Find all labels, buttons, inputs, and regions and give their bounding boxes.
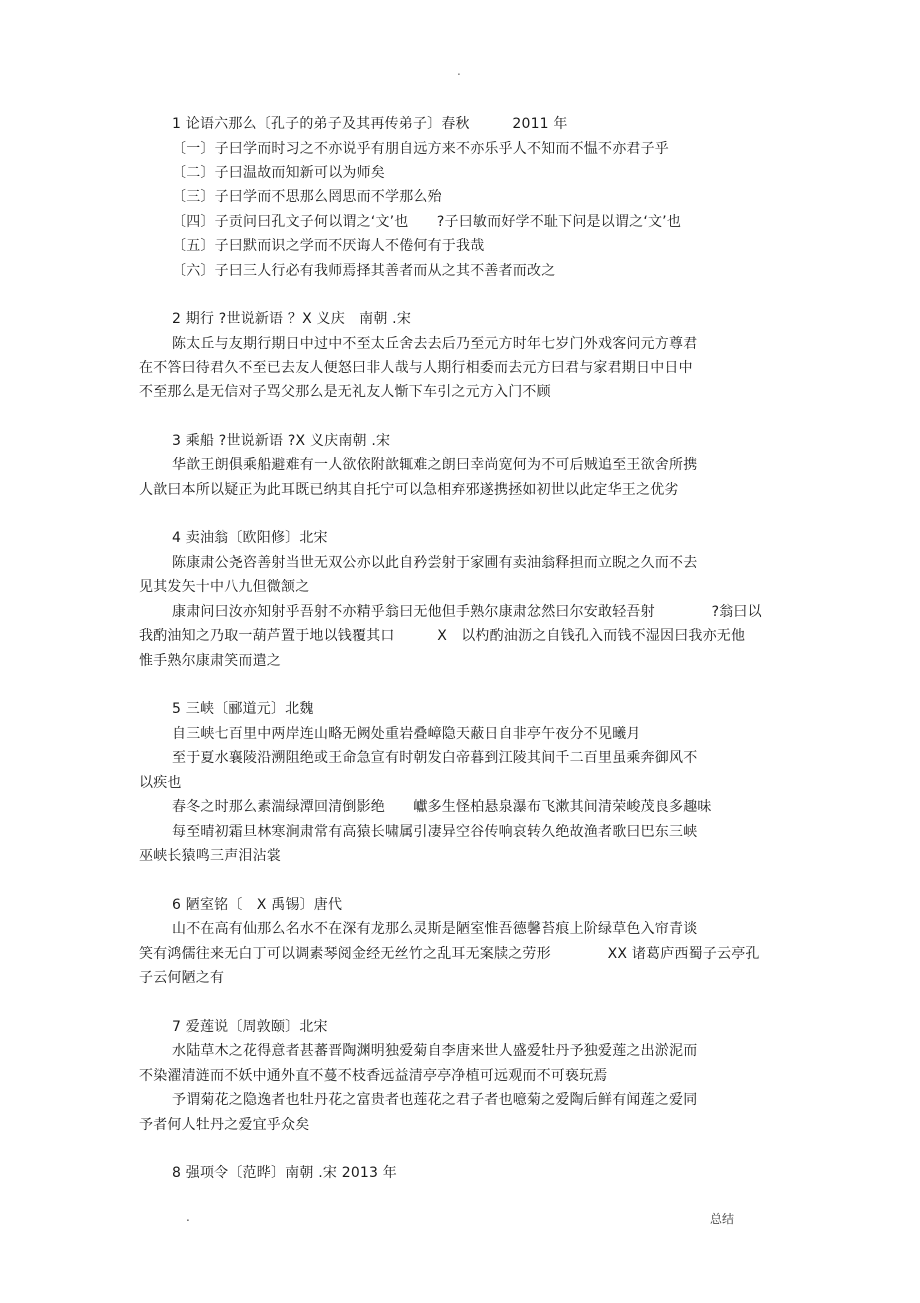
text-line: 〔一〕子曰学而时习之不亦说乎有朋自远方来不亦乐乎人不知而不愠不亦君子乎 (172, 141, 669, 157)
text-line: 水陆草木之花得意者甚蕃晋陶渊明独爱菊自李唐来世人盛爱牡丹予独爱莲之出淤泥而 (172, 1043, 698, 1059)
text-line: 每至晴初霜旦林寒涧肃常有高猿长啸属引凄异空谷传响哀转久绝故渔者歌曰巴东三峡 (172, 824, 698, 840)
section-5-heading: 5 三峡〔郦道元〕北魏 (172, 701, 314, 717)
text-line: 春冬之时那么素湍绿潭回清倒影绝 巘多生怪柏悬泉瀑布飞漱其间清荣峻茂良多趣味 (172, 799, 712, 815)
text-line: 见其发矢十中八九但微颔之 (139, 579, 310, 595)
text-line: 陈太丘与友期行期日中过中不至太丘舍去去后乃至元方时年七岁门外戏客问元方尊君 (172, 336, 698, 352)
section-1-heading: 1 论语六那么〔孔子的弟子及其再传弟子〕春秋 2011 年 (172, 116, 568, 132)
text-line: 山不在高有仙那么名水不在深有龙那么灵斯是陋室惟吾德馨苔痕上阶绿草色入帘青谈 (172, 921, 698, 937)
text-line: 予谓菊花之隐逸者也牡丹花之富贵者也莲花之君子者也噫菊之爱陶后鲜有闻莲之爱同 (172, 1092, 698, 1108)
text-line: 〔五〕子曰默而识之学而不厌诲人不倦何有于我哉 (172, 238, 485, 254)
text-line: 〔四〕子贡问曰孔文子何以谓之‘文’也 ?子曰敏而好学不耻下问是以谓之‘文’也 (172, 214, 682, 230)
text-line: 巫峡长猿鸣三声泪沾裳 (139, 848, 281, 864)
text-line: 华歆王朗俱乘船避难有一人欲依附歆辄难之朗曰幸尚宽何为不可后贼追至王欲舍所携 (172, 457, 698, 473)
text-line: 陈康肃公尧咨善射当世无双公亦以此自矜尝射于家圃有卖油翁释担而立睨之久而不去 (172, 555, 698, 571)
text-line: 康肃问曰汝亦知射乎吾射不亦精乎翁曰无他但手熟尔康肃忿然曰尔安敢轻吾射 ?翁曰以 (172, 604, 762, 620)
text-line: 不至那么是无信对子骂父那么是无礼友人惭下车引之元方入门不顾 (139, 384, 551, 400)
section-2-heading: 2 期行 ?世说新语 ？X 义庆 南朝 .宋 (172, 311, 412, 327)
text-line: 至于夏水襄陵沿溯阻绝或王命急宣有时朝发白帝暮到江陵其间千二百里虽乘奔御风不 (172, 750, 698, 766)
text-line: 惟手熟尔康肃笑而遣之 (139, 653, 281, 669)
text-line: 〔三〕子曰学而不思那么罔思而不学那么殆 (172, 189, 442, 205)
text-line: 自三峡七百里中两岸连山略无阙处重岩叠嶂隐天蔽日自非亭午夜分不见曦月 (172, 726, 641, 742)
text-line: 〔二〕子曰温故而知新可以为师矣 (172, 165, 385, 181)
text-line: 不染濯清涟而不妖中通外直不蔓不枝香远益清亭亭净植可远观而不可亵玩焉 (139, 1068, 608, 1084)
section-4-heading: 4 卖油翁〔欧阳修〕北宋 (172, 530, 328, 546)
text-line: 子云何陋之有 (139, 970, 225, 986)
header-dot: . (457, 64, 461, 78)
section-8-heading: 8 强项令〔范晔〕南朝 .宋 2013 年 (172, 1165, 397, 1181)
text-line: 人歆曰本所以疑正为此耳既已纳其自托宁可以急相弃邪遂携拯如初世以此定华王之优劣 (139, 482, 679, 498)
section-7-heading: 7 爱莲说〔周敦颐〕北宋 (172, 1019, 328, 1035)
text-line: 〔六〕子曰三人行必有我师焉择其善者而从之其不善者而改之 (172, 263, 556, 279)
text-line: 我酌油知之乃取一葫芦置于地以钱覆其口 X 以杓酌油沥之自钱孔入而钱不湿因曰我亦无他 (139, 628, 746, 644)
section-6-heading: 6 陋室铭〔 X 禹锡〕唐代 (172, 897, 343, 913)
section-3-heading: 3 乘船 ?世说新语 ?X 义庆南朝 .宋 (172, 433, 391, 449)
text-line: 予者何人牡丹之爱宜乎众矣 (139, 1117, 310, 1133)
text-line: 以疾也 (139, 775, 182, 791)
footer-label: 总结 (710, 1212, 735, 1226)
footer-dot: . (186, 1210, 190, 1224)
text-line: 笑有鸿儒往来无白丁可以调素琴阅金经无丝竹之乱耳无案牍之劳形 XX 诸葛庐西蜀子云亭孔 (139, 946, 760, 962)
text-line: 在不答曰待君久不至已去友人便怒曰非人哉与人期行相委而去元方曰君与家君期日中日中 (139, 360, 693, 376)
